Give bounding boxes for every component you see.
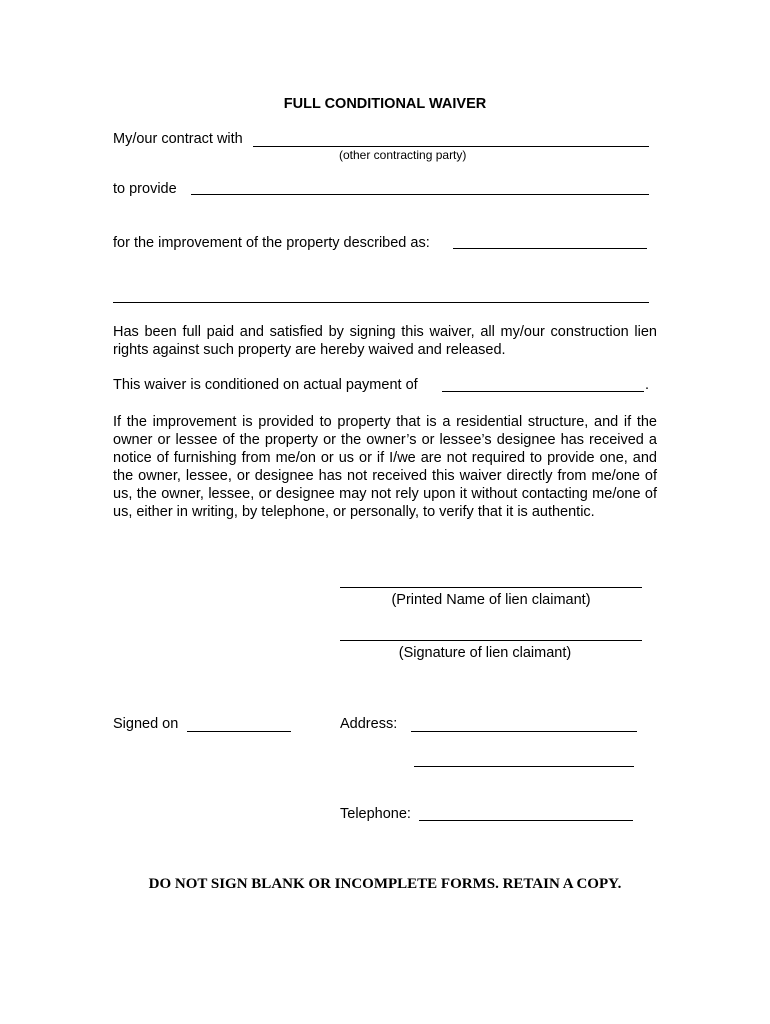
telephone-field[interactable] [419,820,633,821]
payment-amount-field[interactable] [442,391,644,392]
contract-label: My/our contract with [113,131,243,147]
waiver-paragraph: Has been full paid and satisfied by signing this waiver, all my/our construction lien rights against such property are hereby waived and released. [113,324,657,358]
contract-party-field[interactable] [253,146,649,147]
payment-label: This waiver is conditioned on actual payment of [113,377,418,393]
provide-label: to provide [113,181,177,197]
signature-field[interactable] [340,640,642,641]
form-title: FULL CONDITIONAL WAIVER [283,96,487,112]
residential-notice-paragraph: If the improvement is provided to property that is a residential structure, and if the owner or lessee of the property or the owner’s or lessee’s designee has received a notice of furnishing from me/on or us or if I/we are not required to provide one, and the owner, lessee, or designee has not received this waiver directly from me/one of us, the owner, lessee, or designee may not rely upon it without contacting me/one of us, either in writing, by telephone, or personally, to verify that it is authentic. [113,414,657,520]
printed-name-field[interactable] [340,587,642,588]
footer-warning: DO NOT SIGN BLANK OR INCOMPLETE FORMS. RETAIN A COPY. [148,876,622,892]
signed-on-date-field[interactable] [187,731,291,732]
property-description-field-2[interactable] [113,302,649,303]
property-description-field[interactable] [453,248,647,249]
contract-party-caption: (other contracting party) [339,148,467,162]
address-label: Address: [340,716,398,732]
signature-caption: (Signature of lien claimant) [398,645,572,661]
address-field-1[interactable] [411,731,637,732]
printed-name-caption: (Printed Name of lien claimant) [391,592,591,608]
payment-period: . [645,377,650,393]
address-field-2[interactable] [414,766,634,767]
provide-field[interactable] [191,194,649,195]
improvement-label: for the improvement of the property described as: [113,235,430,251]
telephone-label: Telephone: [340,806,411,822]
signed-on-label: Signed on [113,716,179,732]
